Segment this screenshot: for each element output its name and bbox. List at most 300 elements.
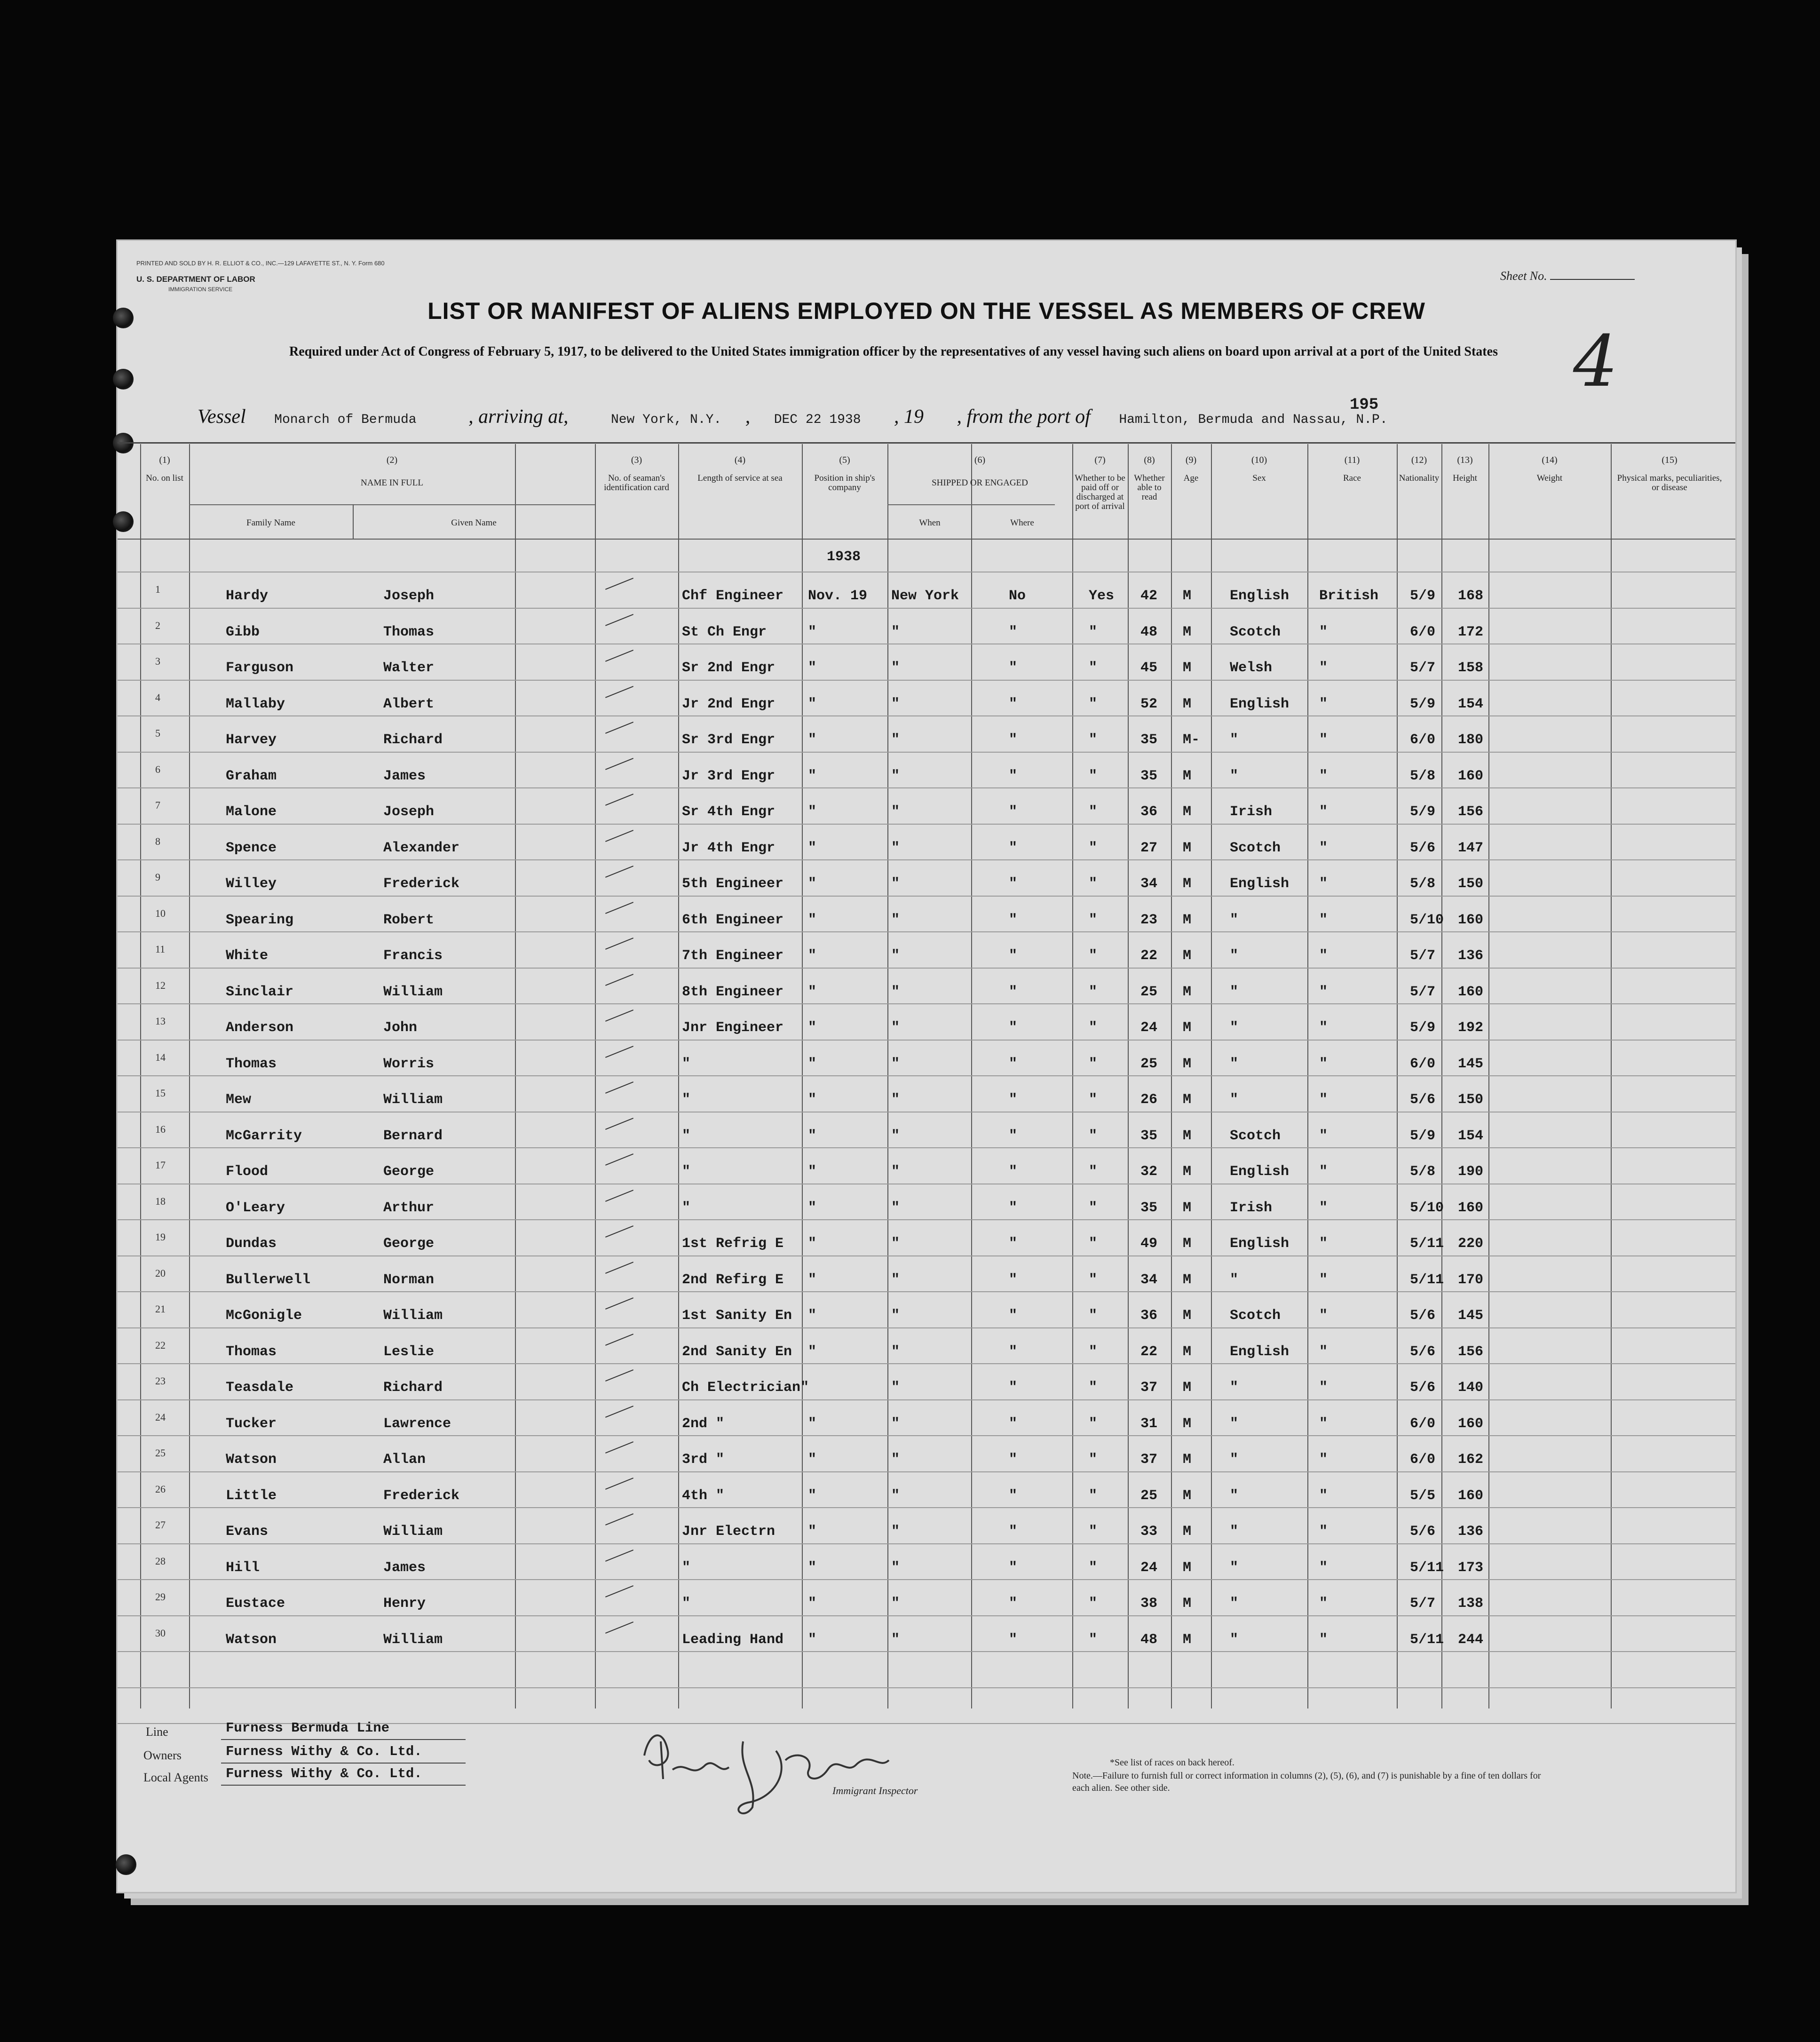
row-rule — [118, 968, 1735, 969]
height-cell: 6/0 — [1410, 1415, 1436, 1432]
family-name-cell: White — [226, 948, 269, 964]
row-rule — [118, 931, 1735, 932]
height-cell: 5/7 — [1410, 660, 1436, 676]
weight-cell: 136 — [1458, 948, 1484, 964]
position-cell: " — [682, 1559, 691, 1576]
when-cell: " — [808, 624, 817, 640]
height-cell: 5/6 — [1410, 1343, 1436, 1360]
height-cell: 6/0 — [1410, 732, 1436, 748]
row-rule — [118, 715, 1735, 716]
penalty-note: Note.—Failure to furnish full or correct information in columns (2), (5), (6), and (7) is punishable by a fine of ten dollars for each alien. See other side. — [1072, 1771, 1541, 1793]
check-tick — [605, 1046, 633, 1058]
given-name-cell: Alexander — [383, 840, 460, 856]
line-value: Furness Bermuda Line — [226, 1720, 390, 1736]
given-name-cell: Richard — [383, 1380, 443, 1396]
row-number: 8 — [155, 835, 160, 847]
paid-off-cell: " — [1009, 1056, 1018, 1072]
when-cell: " — [808, 876, 817, 892]
nationality-cell: " — [1319, 1200, 1328, 1216]
weight-cell: 136 — [1458, 1524, 1484, 1540]
family-name-cell: Sinclair — [226, 984, 294, 1000]
height-cell: 5/7 — [1410, 984, 1436, 1000]
nationality-cell: " — [1319, 948, 1328, 964]
able-to-read-cell: " — [1089, 1343, 1098, 1360]
where-cell: " — [891, 1415, 900, 1432]
check-tick — [605, 758, 633, 770]
paid-off-cell: " — [1009, 1524, 1018, 1540]
where-cell: " — [891, 1631, 900, 1648]
where-cell: " — [891, 1020, 900, 1036]
paid-off-cell: " — [1009, 1128, 1018, 1144]
when-cell: " — [808, 1524, 817, 1540]
sex-cell: M — [1183, 1271, 1192, 1288]
family-name-cell: Malone — [226, 804, 277, 820]
when-header: When — [919, 518, 941, 528]
given-name-cell: Frederick — [383, 876, 460, 892]
height-cell: 5/11 — [1410, 1236, 1444, 1252]
age-cell: 26 — [1140, 1092, 1158, 1108]
family-name-cell: Gibb — [226, 624, 260, 640]
nationality-cell: " — [1319, 768, 1328, 784]
sex-cell: M — [1183, 984, 1192, 1000]
when-cell: " — [808, 768, 817, 784]
position-cell: 5th Engineer — [682, 876, 784, 892]
age-cell: 52 — [1140, 696, 1158, 712]
where-cell: " — [891, 876, 900, 892]
family-name-cell: Little — [226, 1487, 277, 1504]
able-to-read-cell: " — [1089, 984, 1098, 1000]
family-name-cell: Evans — [226, 1524, 269, 1540]
family-name-cell: Harvey — [226, 732, 277, 748]
check-tick — [605, 1153, 633, 1166]
position-cell: 8th Engineer — [682, 984, 784, 1000]
column-number: (3) — [631, 455, 642, 465]
column-rule — [802, 444, 803, 1708]
nationality-cell: British — [1319, 588, 1379, 604]
column-rule — [971, 444, 972, 1708]
paid-off-cell: " — [1009, 1164, 1018, 1180]
paid-off-cell: " — [1009, 624, 1018, 640]
sex-cell: M — [1183, 1380, 1192, 1396]
position-cell: 4th " — [682, 1487, 725, 1504]
punch-hole — [113, 511, 134, 532]
inspector-signature — [635, 1713, 917, 1821]
weight-cell: 150 — [1458, 1092, 1484, 1108]
row-rule — [118, 1219, 1735, 1220]
age-cell: 31 — [1140, 1415, 1158, 1432]
row-rule — [118, 896, 1735, 897]
family-name-cell: Watson — [226, 1631, 277, 1648]
manifest-sheet — [118, 241, 1735, 1892]
row-rule — [118, 680, 1735, 681]
nationality-cell: " — [1319, 912, 1328, 928]
position-cell: Sr 3rd Engr — [682, 732, 775, 748]
age-cell: 48 — [1140, 624, 1158, 640]
weight-cell: 173 — [1458, 1559, 1484, 1576]
where-cell: " — [891, 1596, 900, 1612]
row-number: 7 — [155, 799, 160, 811]
given-name-cell: William — [383, 1631, 443, 1648]
age-cell: 45 — [1140, 660, 1158, 676]
page-title: LIST OR MANIFEST OF ALIENS EMPLOYED ON THE VESSEL AS MEMBERS OF CREW — [427, 298, 1425, 324]
when-cell: Nov. 19 — [808, 588, 868, 604]
able-to-read-cell: " — [1089, 1380, 1098, 1396]
punch-hole — [113, 369, 134, 389]
height-cell: 5/7 — [1410, 1596, 1436, 1612]
row-rule — [118, 859, 1735, 860]
able-to-read-cell: " — [1089, 840, 1098, 856]
able-to-read-cell: " — [1089, 1415, 1098, 1432]
given-name-cell: Lawrence — [383, 1415, 451, 1432]
able-to-read-cell: " — [1089, 1271, 1098, 1288]
family-name-cell: Willey — [226, 876, 277, 892]
height-cell: 5/11 — [1410, 1631, 1444, 1648]
arrival-date: DEC 22 1938 — [774, 413, 861, 427]
race-cell: English — [1230, 1343, 1290, 1360]
nationality-cell: " — [1319, 876, 1328, 892]
column-number: (2) — [386, 455, 398, 465]
race-cell: " — [1230, 1631, 1239, 1648]
given-name-cell: Leslie — [383, 1343, 435, 1360]
when-cell: " — [808, 1559, 817, 1576]
sex-cell: M- — [1183, 732, 1200, 748]
given-name-cell: William — [383, 1524, 443, 1540]
position-cell: 7th Engineer — [682, 948, 784, 964]
row-number: 29 — [155, 1591, 166, 1603]
column-rule — [678, 444, 679, 1708]
race-cell: " — [1230, 1487, 1239, 1504]
sex-cell: M — [1183, 624, 1192, 640]
position-cell: " — [682, 1092, 691, 1108]
check-tick — [605, 1190, 633, 1202]
row-number: 16 — [155, 1123, 166, 1135]
nationality-cell: " — [1319, 1020, 1328, 1036]
nationality-cell: " — [1319, 660, 1328, 676]
height-cell: 6/0 — [1410, 624, 1436, 640]
paid-off-cell: " — [1009, 840, 1018, 856]
able-to-read-cell: " — [1089, 1092, 1098, 1108]
age-cell: 23 — [1140, 912, 1158, 928]
when-cell: " — [808, 840, 817, 856]
row-number: 14 — [155, 1051, 166, 1063]
where-cell: " — [891, 948, 900, 964]
row-rule — [118, 1399, 1735, 1400]
column-header: Length of service at sea — [697, 473, 783, 483]
department-label: U. S. DEPARTMENT OF LABOR — [136, 275, 255, 284]
printed-year: 195 — [1350, 396, 1379, 414]
header-bottom-rule — [118, 539, 1735, 540]
column-header: NAME IN FULL — [361, 478, 423, 488]
when-cell: " — [808, 948, 817, 964]
when-cell: " — [808, 1271, 817, 1288]
position-cell: " — [682, 1596, 691, 1612]
weight-cell: 170 — [1458, 1271, 1484, 1288]
row-number: 12 — [155, 979, 166, 991]
row-number: 20 — [155, 1267, 166, 1279]
when-cell: " — [808, 1487, 817, 1504]
when-cell: " — [808, 1236, 817, 1252]
check-tick — [605, 1513, 633, 1526]
age-cell: 42 — [1140, 588, 1158, 604]
nationality-cell: " — [1319, 984, 1328, 1000]
sex-cell: M — [1183, 1020, 1192, 1036]
nationality-cell: " — [1319, 1092, 1328, 1108]
given-name-cell: George — [383, 1164, 435, 1180]
paid-off-cell: " — [1009, 1020, 1018, 1036]
column-header: Weight — [1536, 473, 1563, 483]
paid-off-cell: " — [1009, 1236, 1018, 1252]
column-header: Position in ship's company — [814, 473, 875, 493]
row-number: 15 — [155, 1087, 166, 1099]
column-number: (7) — [1094, 455, 1106, 465]
column-number: (9) — [1185, 455, 1197, 465]
height-cell: 5/9 — [1410, 804, 1436, 820]
when-cell: " — [808, 1415, 817, 1432]
check-tick — [605, 1621, 633, 1634]
given-name-cell: Arthur — [383, 1200, 435, 1216]
position-cell: Jr 2nd Engr — [682, 696, 775, 712]
row-rule — [118, 1291, 1735, 1292]
nationality-cell: " — [1319, 1559, 1328, 1576]
sex-cell: M — [1183, 768, 1192, 784]
row-rule — [118, 1507, 1735, 1508]
able-to-read-cell: " — [1089, 1524, 1098, 1540]
family-name-cell: Thomas — [226, 1343, 277, 1360]
column-header: SHIPPED OR ENGAGED — [932, 478, 1028, 488]
column-rule — [1397, 444, 1398, 1708]
paid-off-cell: " — [1009, 804, 1018, 820]
row-number: 2 — [155, 619, 160, 631]
given-name-cell: Robert — [383, 912, 435, 928]
given-name-cell: William — [383, 1092, 443, 1108]
age-cell: 32 — [1140, 1164, 1158, 1180]
check-tick — [605, 614, 633, 626]
row-number: 24 — [155, 1411, 166, 1423]
given-name-cell: Joseph — [383, 804, 435, 820]
height-cell: 5/9 — [1410, 1128, 1436, 1144]
nationality-cell: " — [1319, 1380, 1328, 1396]
given-name-cell: Joseph — [383, 588, 435, 604]
able-to-read-cell: " — [1089, 1596, 1098, 1612]
column-rule — [595, 444, 596, 1708]
column-rule — [1211, 444, 1212, 1708]
race-cell: English — [1230, 696, 1290, 712]
paid-off-cell: " — [1009, 1308, 1018, 1324]
where-cell: " — [891, 1380, 900, 1396]
row-number: 3 — [155, 655, 160, 667]
column-rule — [1441, 444, 1442, 1708]
weight-cell: 160 — [1458, 1487, 1484, 1504]
family-name-cell: Teasdale — [226, 1380, 294, 1396]
when-cell: " — [808, 732, 817, 748]
weight-cell: 150 — [1458, 876, 1484, 892]
column-rule — [140, 444, 141, 1708]
row-rule — [118, 1615, 1735, 1616]
when-cell: " — [808, 1200, 817, 1216]
race-cell: " — [1230, 732, 1239, 748]
races-note: *See list of races on back hereof. — [1110, 1757, 1234, 1768]
position-cell: Jnr Electrn — [682, 1524, 775, 1540]
paid-off-cell: " — [1009, 660, 1018, 676]
sex-cell: M — [1183, 1415, 1192, 1432]
family-name-cell: Mallaby — [226, 696, 285, 712]
name-sub-rule — [189, 504, 595, 505]
row-number: 6 — [155, 763, 160, 775]
age-cell: 35 — [1140, 1200, 1158, 1216]
weight-cell: 147 — [1458, 840, 1484, 856]
given-name-cell: William — [383, 984, 443, 1000]
row-rule — [118, 1543, 1735, 1544]
check-tick — [605, 1549, 633, 1562]
when-cell: " — [808, 1343, 817, 1360]
position-cell: Ch Electrician" — [682, 1380, 809, 1396]
check-tick — [605, 1369, 633, 1382]
check-tick — [605, 1441, 633, 1454]
column-number: (11) — [1344, 455, 1360, 465]
race-cell: English — [1230, 1236, 1290, 1252]
row-number: 10 — [155, 907, 166, 919]
height-cell: 5/5 — [1410, 1487, 1436, 1504]
age-cell: 25 — [1140, 1487, 1158, 1504]
able-to-read-cell: " — [1089, 1200, 1098, 1216]
row-rule — [118, 1003, 1735, 1004]
paid-off-cell: " — [1009, 948, 1018, 964]
height-cell: 6/0 — [1410, 1056, 1436, 1072]
row-rule — [118, 608, 1735, 609]
position-cell: Jnr Engineer — [682, 1020, 784, 1036]
nationality-cell: " — [1319, 1236, 1328, 1252]
position-cell: 1st Sanity En — [682, 1308, 792, 1324]
column-rule — [1171, 444, 1172, 1708]
family-name-cell: Tucker — [226, 1415, 277, 1432]
column-rule — [1128, 444, 1129, 1708]
column-number: (8) — [1144, 455, 1155, 465]
age-cell: 49 — [1140, 1236, 1158, 1252]
race-cell: Irish — [1230, 1200, 1273, 1216]
able-to-read-cell: " — [1089, 1164, 1098, 1180]
height-cell: 5/9 — [1410, 588, 1436, 604]
column-header: Nationality — [1399, 473, 1440, 483]
where-cell: " — [891, 1164, 900, 1180]
race-cell: " — [1230, 912, 1239, 928]
row-number: 23 — [155, 1375, 166, 1387]
family-name-cell: Graham — [226, 768, 277, 784]
header-rule — [118, 442, 1735, 444]
weight-cell: 140 — [1458, 1380, 1484, 1396]
row-number: 30 — [155, 1627, 166, 1639]
weight-cell: 156 — [1458, 804, 1484, 820]
given-name-cell: Francis — [383, 948, 443, 964]
weight-cell: 160 — [1458, 1200, 1484, 1216]
check-tick — [605, 686, 633, 698]
where-cell: " — [891, 1056, 900, 1072]
when-cell: " — [808, 1020, 817, 1036]
column-number: (12) — [1411, 455, 1427, 465]
nationality-cell: " — [1319, 1487, 1328, 1504]
where-cell: " — [891, 1128, 900, 1144]
nationality-cell: " — [1319, 1308, 1328, 1324]
row-number: 19 — [155, 1231, 166, 1243]
when-cell: " — [808, 1092, 817, 1108]
sex-cell: M — [1183, 1164, 1192, 1180]
able-to-read-cell: " — [1089, 876, 1098, 892]
position-cell: " — [682, 1200, 691, 1216]
height-cell: 5/6 — [1410, 840, 1436, 856]
row-rule — [118, 1651, 1735, 1652]
able-to-read-cell: " — [1089, 1020, 1098, 1036]
weight-cell: 138 — [1458, 1596, 1484, 1612]
sex-cell: M — [1183, 1452, 1192, 1468]
where-cell: " — [891, 1524, 900, 1540]
row-number: 22 — [155, 1339, 166, 1351]
given-name-cell: James — [383, 1559, 426, 1576]
where-cell: New York — [891, 588, 959, 604]
age-cell: 37 — [1140, 1452, 1158, 1468]
check-tick — [605, 1262, 633, 1274]
nationality-cell: " — [1319, 1128, 1328, 1144]
weight-cell: 180 — [1458, 732, 1484, 748]
where-cell: " — [891, 984, 900, 1000]
race-cell: " — [1230, 1020, 1239, 1036]
family-name-header: Family Name — [246, 518, 295, 528]
when-cell: " — [808, 1056, 817, 1072]
able-to-read-cell: " — [1089, 732, 1098, 748]
agents-label: Local Agents — [143, 1771, 208, 1784]
position-cell: Jr 4th Engr — [682, 840, 775, 856]
race-cell: Irish — [1230, 804, 1273, 820]
given-name-cell: Walter — [383, 660, 435, 676]
vessel-name: Monarch of Bermuda — [274, 413, 417, 427]
column-number: (14) — [1542, 455, 1558, 465]
check-tick — [605, 866, 633, 878]
nationality-cell: " — [1319, 804, 1328, 820]
age-cell: 37 — [1140, 1380, 1158, 1396]
race-cell: " — [1230, 948, 1239, 964]
height-cell: 5/7 — [1410, 948, 1436, 964]
age-cell: 22 — [1140, 1343, 1158, 1360]
row-rule — [118, 787, 1735, 788]
given-name-cell: Allan — [383, 1452, 426, 1468]
family-name-cell: Anderson — [226, 1020, 294, 1036]
given-name-header: Given Name — [451, 518, 497, 528]
given-name-cell: Worris — [383, 1056, 435, 1072]
race-cell: Scotch — [1230, 1308, 1281, 1324]
weight-cell: 160 — [1458, 984, 1484, 1000]
family-name-cell: Mew — [226, 1092, 252, 1108]
sex-cell: M — [1183, 660, 1192, 676]
age-cell: 38 — [1140, 1596, 1158, 1612]
sex-cell: M — [1183, 1236, 1192, 1252]
family-name-cell: O'Leary — [226, 1200, 285, 1216]
height-cell: 5/8 — [1410, 876, 1436, 892]
column-number: (4) — [734, 455, 746, 465]
height-cell: 5/6 — [1410, 1380, 1436, 1396]
check-tick — [605, 1334, 633, 1346]
row-rule — [118, 1579, 1735, 1580]
when-cell: " — [808, 660, 817, 676]
column-number: (15) — [1662, 455, 1678, 465]
when-cell: " — [808, 804, 817, 820]
family-name-cell: McGarrity — [226, 1128, 302, 1144]
check-tick — [605, 1406, 633, 1418]
given-name-cell: Richard — [383, 732, 443, 748]
row-rule — [118, 824, 1735, 825]
row-number: 11 — [155, 943, 166, 955]
height-cell: 5/10 — [1410, 912, 1444, 928]
departure-port: Hamilton, Bermuda and Nassau, N.P. — [1119, 413, 1388, 427]
height-cell: 5/11 — [1410, 1271, 1444, 1288]
age-cell: 35 — [1140, 732, 1158, 748]
